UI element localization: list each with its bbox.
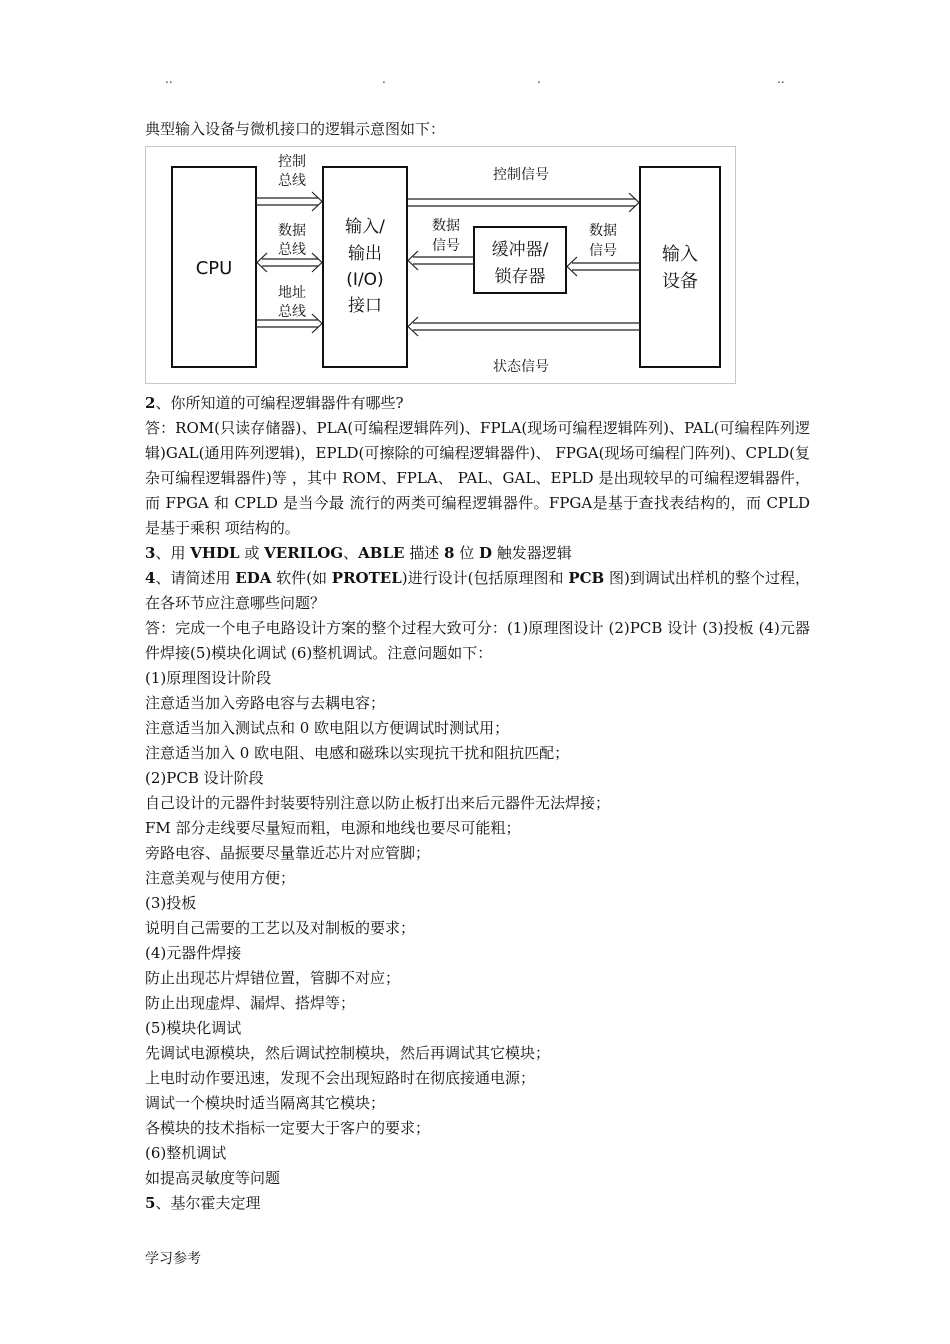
answer-line: 自己设计的元器件封装要特别注意以防止板打出来后元器件无法焊接；	[145, 794, 611, 812]
answer-line: 各模块的技术指标一定要大于客户的要求；	[145, 1119, 431, 1137]
data-signal-left-1: 数据	[432, 218, 460, 234]
text-span: 软件(如	[271, 569, 332, 587]
io-label-3: (I/O)	[346, 270, 384, 290]
keyword: VERILOG	[264, 544, 344, 562]
keyword: D	[478, 544, 492, 562]
control-signal-label: 控制信号	[493, 167, 549, 183]
header-dot: .	[382, 72, 386, 86]
control-signal-arrow	[407, 193, 639, 212]
answer-line: 注意适当加入 0 欧电阻、电感和磁珠以实现抗干扰和阻抗匹配；	[145, 744, 570, 762]
answer-line: (5)模块化调试	[145, 1019, 242, 1037]
address-bus-label-2: 总线	[278, 304, 306, 320]
control-bus-label-1: 控制	[278, 154, 306, 170]
answer-line: 防止出现芯片焊错位置，管脚不对应；	[145, 969, 401, 987]
intro-text: 典型输入设备与微机接口的逻辑示意图如下：	[145, 120, 446, 138]
address-bus-label-1: 地址	[278, 285, 306, 301]
header-dot: ..	[777, 72, 785, 86]
io-label-4: 接口	[348, 296, 382, 316]
text-span: )进行设计(包括原理图和	[401, 569, 569, 587]
question-2-title	[145, 391, 810, 416]
question-4-title	[145, 566, 810, 616]
keyword: VHDL	[190, 544, 240, 562]
answer-line: 先调试电源模块，然后调试控制模块，然后再调试其它模块；	[145, 1044, 551, 1062]
io-label-2: 输出	[348, 244, 382, 264]
question-number: 2	[145, 394, 156, 412]
keyword: ABLE	[358, 544, 405, 562]
interface-diagram	[145, 146, 736, 384]
keyword: 8	[443, 544, 455, 562]
document-body	[145, 391, 810, 1216]
keyword: PROTEL	[331, 569, 402, 587]
answer-line: 防止出现虚焊、漏焊、搭焊等；	[145, 994, 356, 1012]
answer-line: (2)PCB 设计阶段	[145, 769, 264, 787]
io-label-1: 输入/	[345, 217, 385, 237]
text-span: 、用	[155, 544, 191, 562]
question-number: 4	[145, 569, 156, 587]
control-bus-label-2: 总线	[278, 173, 306, 189]
data-signal-right-1: 数据	[589, 223, 617, 239]
io-interface-block	[323, 167, 407, 367]
data-signal-right-2: 信号	[589, 243, 617, 259]
status-signal-arrow	[408, 317, 640, 336]
answer-line: FM 部分走线要尽量短而粗，电源和地线也要尽可能粗；	[145, 819, 521, 837]
question-3-title	[145, 541, 810, 566]
buffer-label-2: 锁存器	[494, 267, 546, 287]
answer-line: 旁路电容、晶振要尽量靠近芯片对应管脚；	[145, 844, 431, 862]
question-2-answer: 答：ROM(只读存储器)、PLA(可编程逻辑阵列)、FPLA(现场可编程逻辑阵列)、PAL(可编程阵列逻辑)GAL(通用阵列逻辑)，EPLD(可擦除的可编程逻辑器件)、 FPGA(现场可编程门阵列)、CPLD(复杂可编程逻辑器件)等 ，其中 ROM、FPLA、 PAL、GAL、EPLD 是出现较早的可编程逻辑器件，而 FPGA 和 CPLD 是当今最 流行的两类可编程逻辑器件。FPGA是基于查找表结构的，而 CPLD 是基于乘积 项结构的。	[145, 419, 810, 537]
data-bus-label-1: 数据	[278, 223, 306, 239]
status-signal-label: 状态信号	[493, 359, 549, 375]
question-number: 3	[145, 544, 156, 562]
answer-line: (3)投板	[145, 894, 197, 912]
text-span: 描述	[404, 544, 444, 562]
answer-line: 上电时动作要迅速，发现不会出现短路时在彻底接通电源；	[145, 1069, 536, 1087]
text-span: 、请简述用	[155, 569, 236, 587]
text-span: 或	[239, 544, 265, 562]
answer-line: (4)元器件焊接	[145, 944, 242, 962]
header-dot: .	[537, 72, 541, 86]
question-5-title	[145, 1191, 810, 1216]
data-signal-left-2: 信号	[432, 238, 460, 254]
control-bus-arrow	[256, 192, 322, 211]
device-label-1: 输入	[662, 244, 698, 265]
cpu-label: CPU	[195, 258, 233, 279]
buffer-label-1: 缓冲器/	[491, 240, 549, 260]
footer-text: 学习参考	[145, 1251, 201, 1267]
answer-line: 调试一个模块时适当隔离其它模块；	[145, 1094, 386, 1112]
question-4-answer-intro: 答：完成一个电子电路设计方案的整个过程大致可分：(1)原理图设计 (2)PCB 设计 (3)投板 (4)元器件焊接(5)模块化调试 (6)整机调试。注意问题如下：	[145, 619, 810, 662]
device-label-2: 设备	[662, 271, 698, 292]
data-signal-right-arrow	[567, 257, 640, 276]
question-number: 5	[145, 1194, 156, 1212]
text-span: 触发器逻辑	[491, 544, 572, 562]
answer-line: 注意适当加入旁路电容与去耦电容；	[145, 694, 386, 712]
data-bus-label-2: 总线	[278, 242, 306, 258]
answer-line: 如提高灵敏度等问题	[145, 1169, 281, 1187]
question-text: 、你所知道的可编程逻辑器件有哪些?	[155, 394, 404, 412]
text-span: 位	[454, 544, 479, 562]
answer-line: 说明自己需要的工艺以及对制板的要求；	[145, 919, 416, 937]
text-span: 图)到调试出样机的整个过程，在各环节应注意哪些问题？	[145, 569, 810, 612]
text-span: 、	[343, 544, 359, 562]
answer-line: (6)整机调试	[145, 1144, 227, 1162]
keyword: PCB	[568, 569, 605, 587]
question-text: 、基尔霍夫定理	[155, 1194, 261, 1212]
input-device-block	[640, 167, 720, 367]
answer-line: 注意美观与使用方便；	[145, 869, 296, 887]
keyword: EDA	[235, 569, 272, 587]
header-dot: ..	[165, 72, 173, 86]
answer-line: 注意适当加入测试点和 0 欧电阻以方便调试时测试用；	[145, 719, 510, 737]
answer-line: (1)原理图设计阶段	[145, 669, 272, 687]
